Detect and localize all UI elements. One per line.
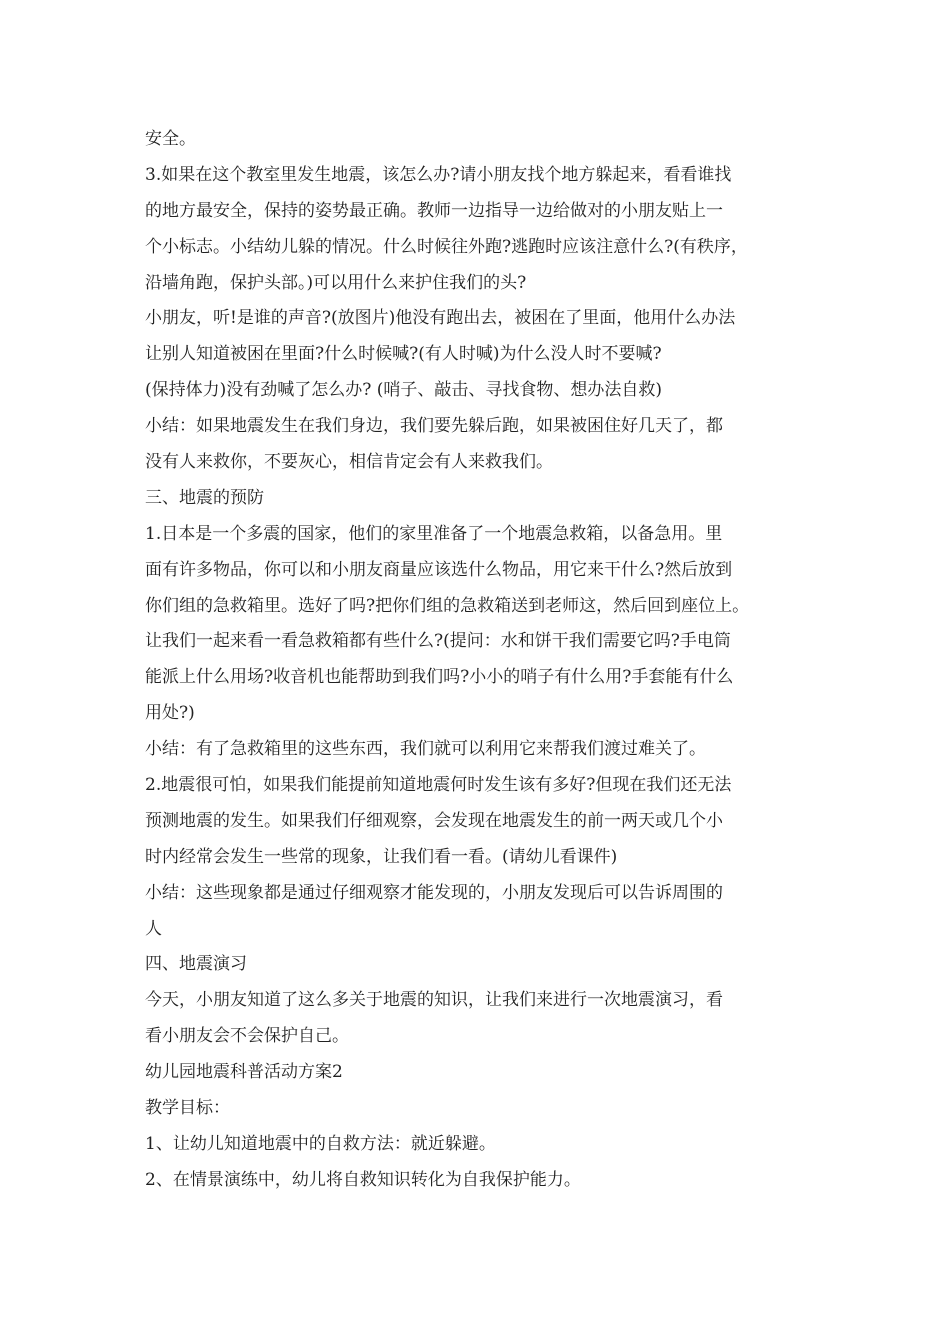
document-body: [145, 122, 815, 1199]
text-line: 预测地震的发生。如果我们仔细观察，会发现在地震发生的前一两天或几个小: [145, 810, 723, 831]
text-line: 人: [145, 918, 162, 939]
text-line: 没有人来救你，不要灰心，相信肯定会有人来救我们。: [145, 452, 553, 473]
text-line: 3.如果在这个教室里发生地震，该怎么办?请小朋友找个地方躲起来，看看谁找: [145, 164, 732, 185]
text-line: 能派上什么用场?收音机也能帮助到我们吗?小小的哨子有什么用?手套能有什么: [145, 667, 734, 688]
section-heading: 教学目标：: [145, 1098, 230, 1119]
text-line: 的地方最安全，保持的姿势最正确。教师一边指导一边给做对的小朋友贴上一: [145, 200, 723, 221]
text-line: 让我们一起来看一看急救箱都有些什么?(提问：水和饼干我们需要它吗?手电筒: [145, 631, 731, 652]
text-line: 个小标志。小结幼儿躲的情况。什么时候往外跑?逃跑时应该注意什么?(有秩序，: [145, 236, 748, 257]
text-line: 时内经常会发生一些常的现象，让我们看一看。(请幼儿看课件): [145, 846, 618, 867]
text-line: 1、让幼儿知道地震中的自救方法：就近躲避。: [145, 1133, 496, 1154]
text-line: 沿墙角跑，保护头部。)可以用什么来护住我们的头?: [145, 272, 527, 293]
section-heading: 三、地震的预防: [145, 487, 264, 508]
text-line: 你们组的急救箱里。选好了吗?把你们组的急救箱送到老师这，然后回到座位上。: [145, 595, 750, 616]
text-line: 今天，小朋友知道了这么多关于地震的知识，让我们来进行一次地震演习，看: [145, 990, 723, 1011]
text-line: 1.日本是一个多震的国家，他们的家里准备了一个地震急救箱，以备急用。里: [145, 523, 723, 544]
text-line: 2.地震很可怕，如果我们能提前知道地震何时发生该有多好?但现在我们还无法: [145, 775, 732, 796]
text-line: 看小朋友会不会保护自己。: [145, 1026, 349, 1047]
text-line: 用处?): [145, 703, 195, 724]
text-line: (保持体力)没有劲喊了怎么办? (哨子、敲击、寻找食物、想办法自救): [145, 380, 663, 401]
text-line: 安全。: [145, 129, 196, 149]
text-line: 小结：如果地震发生在我们身边，我们要先躲后跑，如果被困住好几天了，都: [145, 416, 723, 437]
text-line: 小朋友，听!是谁的声音?(放图片)他没有跑出去，被困在了里面，他用什么办法: [145, 308, 736, 329]
text-line: 面有许多物品，你可以和小朋友商量应该选什么物品，用它来干什么?然后放到: [145, 559, 733, 580]
text-line: 小结：有了急救箱里的这些东西，我们就可以利用它来帮我们渡过难关了。: [145, 739, 706, 760]
document-title: 幼儿园地震科普活动方案2: [145, 1062, 343, 1083]
text-line: 让别人知道被困在里面?什么时候喊?(有人时喊)为什么没人时不要喊?: [145, 344, 662, 365]
section-heading: 四、地震演习: [145, 954, 247, 975]
text-line: 2、在情景演练中，幼儿将自救知识转化为自我保护能力。: [145, 1169, 581, 1190]
text-line: 小结：这些现象都是通过仔细观察才能发现的，小朋友发现后可以告诉周围的: [145, 882, 723, 903]
